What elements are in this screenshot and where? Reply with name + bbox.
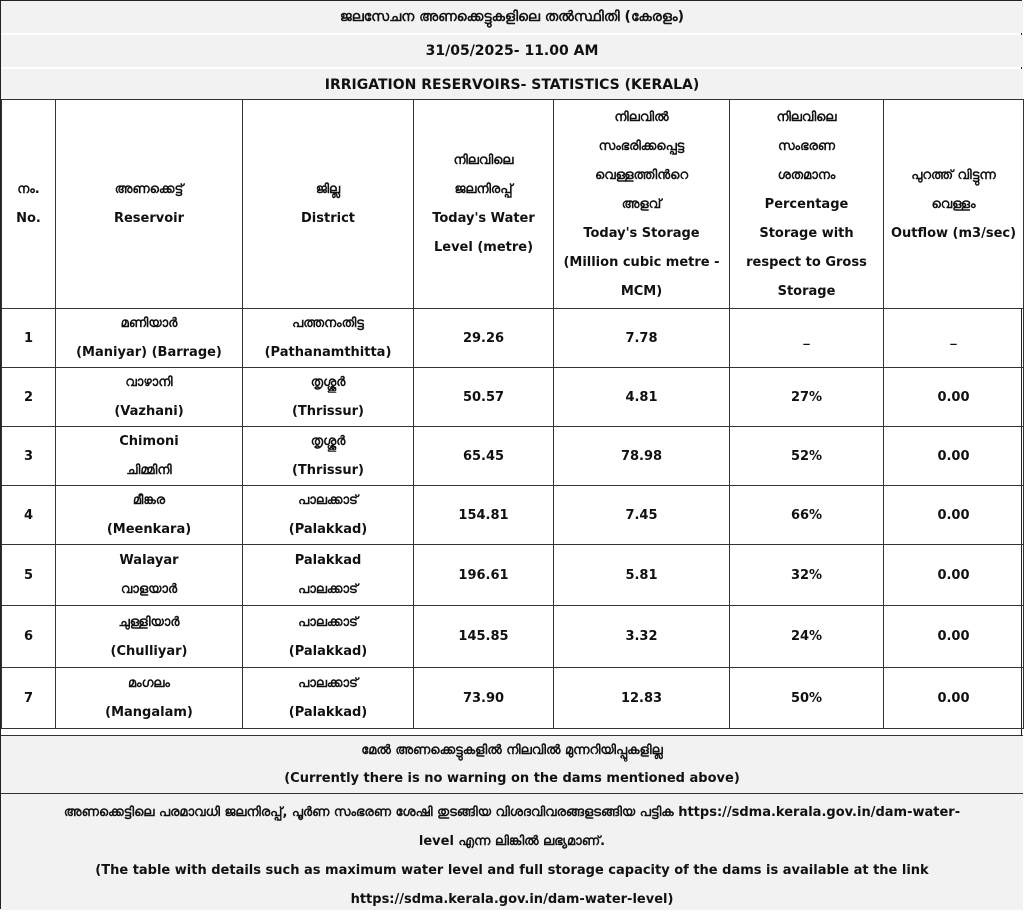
cell-water-level: 154.81 — [414, 486, 554, 545]
header-line: അളവ് — [621, 196, 662, 212]
cell-water-level: 73.90 — [414, 668, 554, 729]
cell-percentage: 52% — [730, 427, 884, 486]
cell-percentage: 24% — [730, 606, 884, 668]
cell-storage: 7.78 — [554, 309, 730, 368]
cell-district-line: പാലക്കാട് — [298, 582, 358, 597]
cell-reservoir — [56, 368, 243, 427]
cell-no: 7 — [2, 668, 56, 729]
cell-percentage: 32% — [730, 545, 884, 606]
cell-reservoir-line: Chimoni — [119, 434, 179, 449]
col-header-reservoir — [56, 100, 243, 309]
info-malayalam-line-2: level എന്ന ലിങ്കിൽ ലഭ്യമാണ്. — [418, 834, 606, 849]
cell-percentage: 27% — [730, 368, 884, 427]
table-row — [2, 427, 1024, 486]
table-header — [2, 100, 1024, 309]
header-line: Storage with — [759, 225, 854, 241]
col-header-district — [243, 100, 414, 309]
info-malayalam-line-1: അണക്കെട്ടിലെ പരമാവധി ജലനിരപ്പ്, പൂർണ സംഭരണ ശേഷി തുടങ്ങിയ വിശദവിവരങ്ങളടങ്ങിയ പട്ടിക https://sdma.kerala.gov.in/dam-water- — [63, 805, 961, 820]
cell-water-level: 196.61 — [414, 545, 554, 606]
cell-district — [243, 486, 414, 545]
header-line: Percentage — [764, 196, 849, 212]
cell-no: 1 — [2, 309, 56, 368]
warning-malayalam: മേൽ അണക്കെട്ടുകളിൽ നിലവിൽ മുന്നറിയിപ്പുകളില്ല — [361, 742, 663, 758]
header-line: സംഭരിക്കപ്പെട്ട — [598, 138, 685, 154]
header-line: Storage — [777, 283, 836, 299]
cell-storage: 3.32 — [554, 606, 730, 668]
title-english: IRRIGATION RESERVOIRS- STATISTICS (KERALA) — [1, 69, 1023, 101]
header-line: സംഭരണ — [777, 138, 836, 154]
footer-notes — [1, 735, 1023, 910]
col-header-storage — [554, 100, 730, 309]
cell-reservoir — [56, 427, 243, 486]
cell-storage: 7.45 — [554, 486, 730, 545]
cell-storage: 4.81 — [554, 368, 730, 427]
header-line: Outflow (m3/sec) — [890, 225, 1017, 241]
report-datetime: 31/05/2025- 11.00 AM — [1, 35, 1023, 67]
cell-district — [243, 368, 414, 427]
cell-storage: 78.98 — [554, 427, 730, 486]
cell-district-line: (Palakkad) — [288, 643, 368, 659]
cell-reservoir-line: ചുള്ളിയാർ — [118, 614, 180, 630]
cell-reservoir — [56, 606, 243, 668]
header-line: വെള്ളം — [931, 196, 976, 212]
header-line: അണക്കെട്ട് — [114, 182, 184, 197]
cell-reservoir-line: (Chulliyar) — [110, 643, 188, 659]
cell-no: 4 — [2, 486, 56, 545]
cell-no: 6 — [2, 606, 56, 668]
cell-water-level: 29.26 — [414, 309, 554, 368]
warning-note — [1, 736, 1023, 794]
table-row — [2, 668, 1024, 729]
header-line: ശതമാനം — [777, 167, 836, 183]
cell-outflow: 0.00 — [884, 368, 1024, 427]
cell-district-line: പാലക്കാട് — [298, 614, 358, 630]
cell-percentage: 50% — [730, 668, 884, 729]
header-line: നിലവിലെ — [776, 109, 837, 125]
cell-district — [243, 427, 414, 486]
cell-storage: 12.83 — [554, 668, 730, 729]
cell-district — [243, 606, 414, 668]
col-header-water-level — [414, 100, 554, 309]
cell-reservoir — [56, 545, 243, 606]
header-line: Today's Storage — [583, 225, 700, 241]
cell-reservoir-line: വാളയാർ — [120, 582, 178, 597]
cell-district-line: പാലക്കാട് — [298, 676, 358, 691]
table-row — [2, 606, 1024, 668]
cell-outflow: _ — [884, 309, 1024, 368]
col-header-percentage — [730, 100, 884, 309]
table-body — [2, 309, 1024, 729]
cell-water-level: 50.57 — [414, 368, 554, 427]
cell-district-line: (Palakkad) — [288, 705, 368, 720]
header-row — [2, 100, 1024, 309]
header-line: നം. — [17, 182, 40, 197]
cell-storage: 5.81 — [554, 545, 730, 606]
warning-english: (Currently there is no warning on the dams mentioned above) — [284, 770, 740, 786]
cell-no: 2 — [2, 368, 56, 427]
header-line: No. — [16, 211, 41, 226]
cell-district — [243, 309, 414, 368]
cell-district-line: (Thrissur) — [291, 463, 364, 478]
cell-reservoir — [56, 668, 243, 729]
header-line: respect to Gross — [746, 254, 867, 270]
cell-outflow: 0.00 — [884, 427, 1024, 486]
col-header-outflow — [884, 100, 1024, 309]
table-row — [2, 545, 1024, 606]
header-line: Level (metre) — [433, 240, 534, 255]
cell-district — [243, 545, 414, 606]
info-english-line-2: https://sdma.kerala.gov.in/dam-water-level) — [350, 892, 674, 907]
reservoir-table — [1, 99, 1024, 729]
cell-outflow: 0.00 — [884, 668, 1024, 729]
cell-reservoir-line: മണിയാർ — [120, 316, 178, 331]
cell-reservoir-line: Walayar — [119, 553, 179, 568]
info-english-line-1: (The table with details such as maximum water level and full storage capacity of the dams is available at the link — [95, 863, 929, 878]
title-malayalam: ജലസേചന അണക്കെട്ടുകളിലെ തൽസ്ഥിതി (കേരളം) — [1, 1, 1023, 33]
header-line: നിലവിൽ — [614, 109, 669, 125]
cell-no: 5 — [2, 545, 56, 606]
cell-district-line: പാലക്കാട് — [298, 493, 358, 508]
cell-reservoir-line: വാഴാനി — [125, 375, 173, 390]
cell-district-line: തൃശ്ശൂർ — [310, 434, 346, 449]
header-line: ജലനിരപ്പ് — [454, 182, 513, 197]
cell-reservoir-line: (Mangalam) — [105, 705, 193, 720]
info-note — [1, 794, 1023, 914]
table-row — [2, 486, 1024, 545]
table-row — [2, 309, 1024, 368]
cell-district-line: (Palakkad) — [288, 522, 368, 537]
header-line: Today's Water — [432, 211, 535, 226]
cell-district-line: Palakkad — [294, 553, 362, 568]
table-row — [2, 368, 1024, 427]
header-line: District — [301, 211, 355, 226]
cell-district-line: (Thrissur) — [291, 404, 364, 419]
cell-percentage: 66% — [730, 486, 884, 545]
header-line: Reservoir — [113, 211, 185, 226]
cell-reservoir-line: (Maniyar) (Barrage) — [76, 345, 222, 360]
header-line: MCM) — [620, 283, 663, 299]
header-line: പുറത്ത് വിട്ടുന്ന — [911, 167, 996, 183]
header-line: ജില്ല — [315, 182, 341, 197]
cell-reservoir — [56, 309, 243, 368]
cell-reservoir-line: മീങ്കര — [132, 493, 166, 508]
cell-reservoir-line: ചിമ്മിനി — [126, 463, 172, 478]
col-header-no — [2, 100, 56, 309]
cell-reservoir-line: (Meenkara) — [106, 522, 192, 537]
cell-water-level: 65.45 — [414, 427, 554, 486]
cell-outflow: 0.00 — [884, 545, 1024, 606]
cell-reservoir-line: (Vazhani) — [114, 404, 184, 419]
cell-water-level: 145.85 — [414, 606, 554, 668]
cell-percentage: _ — [730, 309, 884, 368]
cell-reservoir-line: മംഗലം — [127, 676, 170, 691]
header-line: വെള്ളത്തിൻറെ — [594, 167, 689, 183]
cell-district-line: തൃശ്ശൂർ — [310, 375, 346, 390]
header-line: നിലവിലെ — [453, 153, 514, 168]
cell-outflow: 0.00 — [884, 486, 1024, 545]
header-line: (Million cubic metre - — [563, 254, 720, 270]
cell-outflow: 0.00 — [884, 606, 1024, 668]
cell-district-line: (Pathanamthitta) — [264, 345, 392, 360]
cell-district — [243, 668, 414, 729]
cell-district-line: പത്തനംതിട്ട — [292, 316, 364, 331]
cell-reservoir — [56, 486, 243, 545]
cell-no: 3 — [2, 427, 56, 486]
